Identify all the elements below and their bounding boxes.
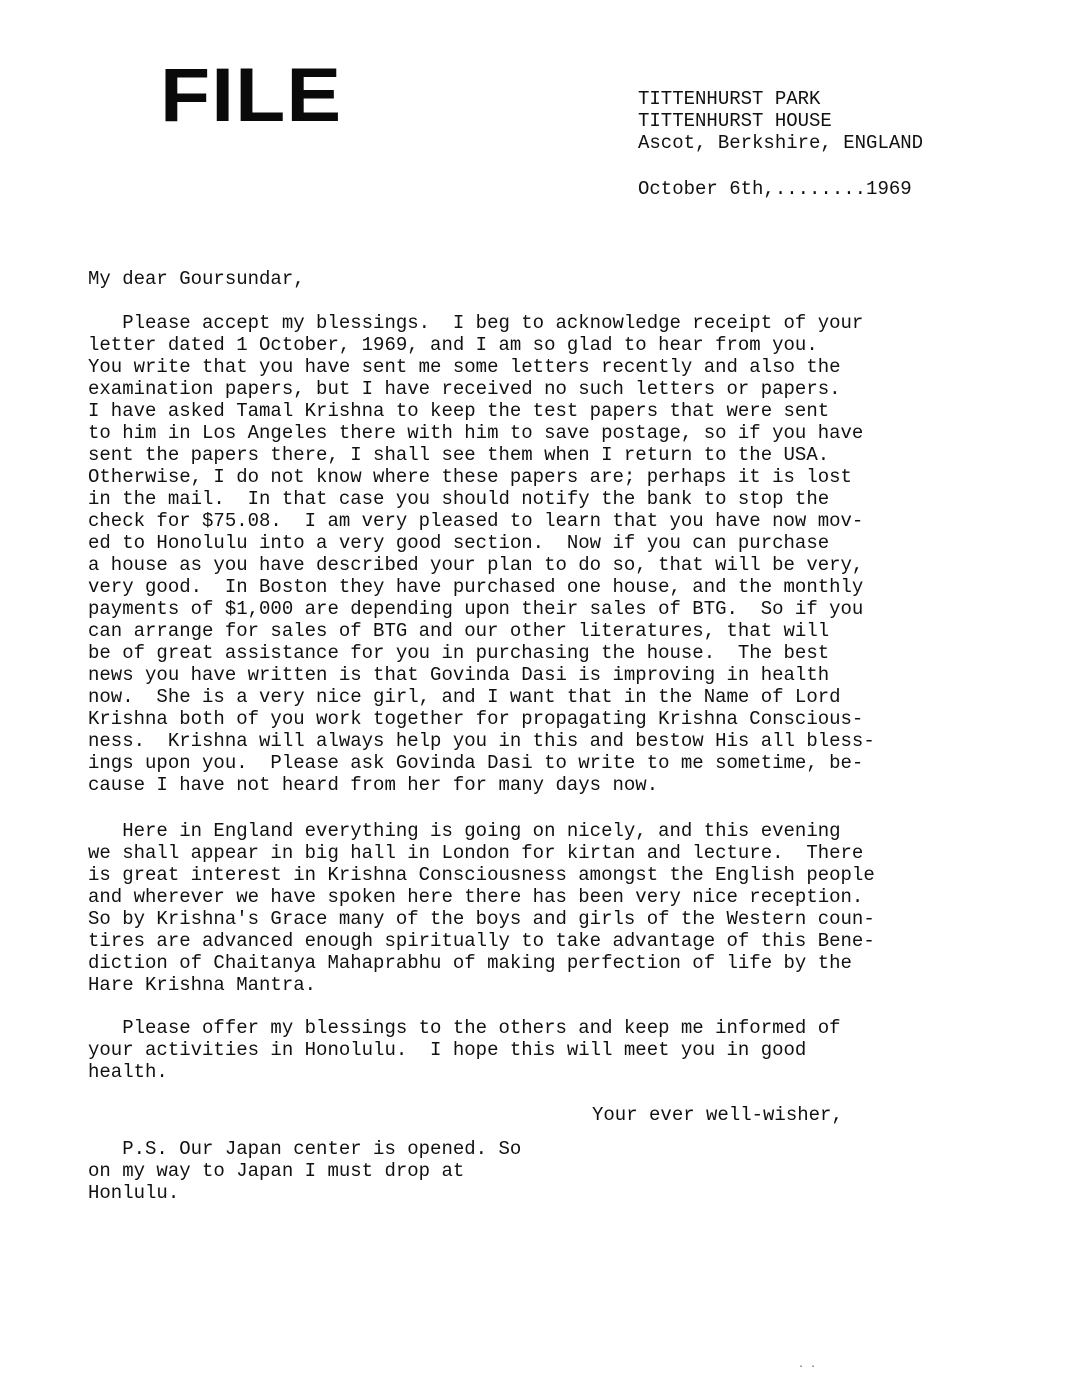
text-line: Please accept my blessings. I beg to acknowledge receipt of your — [88, 312, 864, 334]
text-line: health. — [88, 1061, 168, 1083]
text-line: to him in Los Angeles there with him to save postage, so if you have — [88, 422, 864, 444]
body-paragraph-2 — [88, 820, 1018, 996]
text-line: ings upon you. Please ask Govinda Dasi to write to me sometime, be- — [88, 752, 864, 774]
text-line: on my way to Japan I must drop at — [88, 1160, 465, 1182]
text-line: ness. Krishna will always help you in this and bestow His all bless- — [88, 730, 875, 752]
text-line: So by Krishna's Grace many of the boys and girls of the Western coun- — [88, 908, 875, 930]
address-line: Ascot, Berkshire, ENGLAND — [638, 132, 924, 154]
text-line: now. She is a very nice girl, and I want that in the Name of Lord — [88, 686, 841, 708]
scan-speck-marks: · · — [798, 1362, 817, 1373]
text-line: is great interest in Krishna Consciousness amongst the English people — [88, 864, 875, 886]
closing-line: Your ever well-wisher, — [592, 1104, 843, 1126]
text-line: P.S. Our Japan center is opened. So — [88, 1138, 522, 1160]
text-line: sent the papers there, I shall see them when I return to the USA. — [88, 444, 830, 466]
text-line: Hare Krishna Mantra. — [88, 974, 317, 996]
letter-date: October 6th,........1969 — [638, 178, 912, 200]
text-line: payments of $1,000 are depending upon their sales of BTG. So if you — [88, 598, 864, 620]
body-paragraph-3 — [88, 1017, 1018, 1083]
salutation: My dear Goursundar, — [88, 268, 305, 290]
postscript — [88, 1138, 521, 1204]
text-line: Honlulu. — [88, 1182, 180, 1204]
text-line: letter dated 1 October, 1969, and I am so glad to hear from you. — [88, 334, 818, 356]
text-line: in the mail. In that case you should notify the bank to stop the — [88, 488, 830, 510]
text-line: You write that you have sent me some letters recently and also the — [88, 356, 841, 378]
address-line: TITTENHURST PARK — [638, 88, 821, 110]
text-line: be of great assistance for you in purchasing the house. The best — [88, 642, 830, 664]
text-line: news you have written is that Govinda Dasi is improving in health — [88, 664, 830, 686]
text-line: Krishna both of you work together for propagating Krishna Conscious- — [88, 708, 864, 730]
text-line: cause I have not heard from her for many days now. — [88, 774, 659, 796]
text-line: check for $75.08. I am very pleased to learn that you have now mov- — [88, 510, 864, 532]
sender-address — [638, 88, 923, 154]
body-paragraph-1 — [88, 312, 1018, 796]
text-line: Otherwise, I do not know where these papers are; perhaps it is lost — [88, 466, 852, 488]
text-line: tires are advanced enough spiritually to take advantage of this Bene- — [88, 930, 875, 952]
address-line: TITTENHURST HOUSE — [638, 110, 832, 132]
text-line: your activities in Honolulu. I hope this will meet you in good — [88, 1039, 807, 1061]
text-line: a house as you have described your plan to do so, that will be very, — [88, 554, 864, 576]
text-line: I have asked Tamal Krishna to keep the test papers that were sent — [88, 400, 830, 422]
text-line: and wherever we have spoken here there has been very nice reception. — [88, 886, 864, 908]
text-line: diction of Chaitanya Mahaprabhu of making perfection of life by the — [88, 952, 852, 974]
text-line: can arrange for sales of BTG and our other literatures, that will — [88, 620, 830, 642]
text-line: examination papers, but I have received no such letters or papers. — [88, 378, 841, 400]
text-line: very good. In Boston they have purchased one house, and the monthly — [88, 576, 864, 598]
text-line: we shall appear in big hall in London for kirtan and lecture. There — [88, 842, 864, 864]
text-line: Please offer my blessings to the others and keep me informed of — [88, 1017, 841, 1039]
text-line: Here in England everything is going on nicely, and this evening — [88, 820, 841, 842]
file-stamp: FILE — [160, 53, 343, 138]
text-line: ed to Honolulu into a very good section. Now if you can purchase — [88, 532, 830, 554]
